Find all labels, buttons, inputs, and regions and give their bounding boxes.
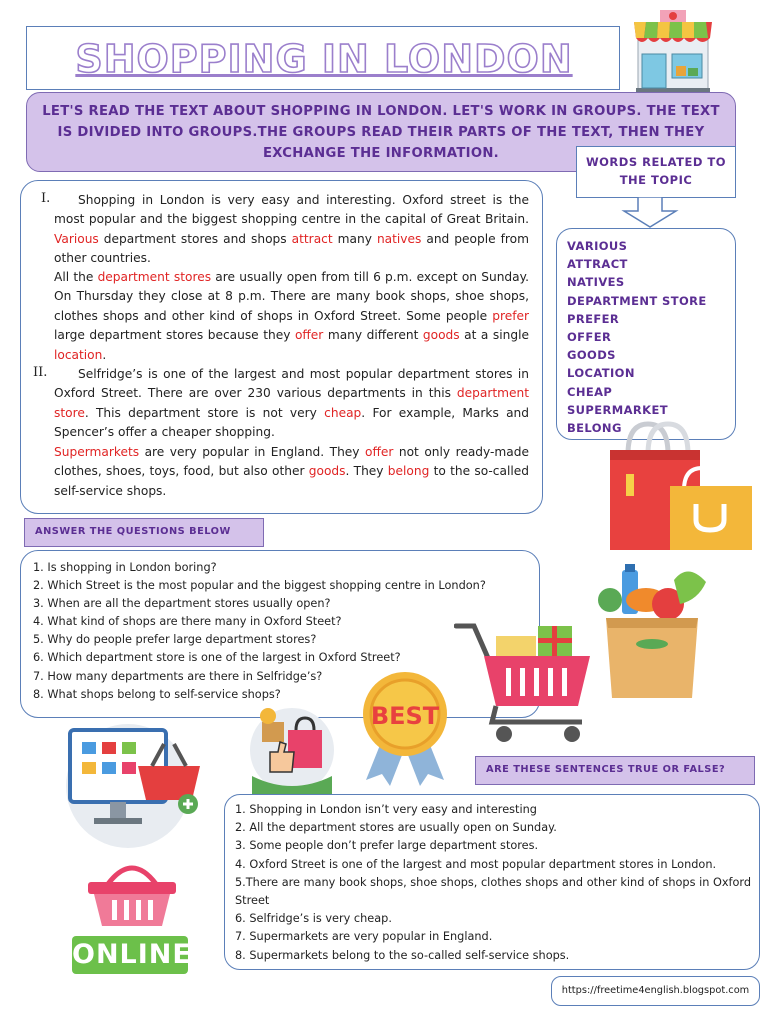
true-false-label: ARE THESE SENTENCES TRUE OR FALSE? xyxy=(475,756,755,785)
statement-item: 4. Oxford Street is one of the largest and most popular department stores in London. xyxy=(235,857,717,871)
website-url[interactable]: https://freetime4english.blogspot.com xyxy=(551,976,760,1006)
question-item: 8. What shops belong to self-service shops? xyxy=(33,687,281,701)
vocab-word: OFFER xyxy=(567,330,612,345)
statement-item: 8. Supermarkets belong to the so-called self-service shops. xyxy=(235,948,570,962)
paragraph-4: Supermarkets are very popular in England. They offer not only ready-made clothes, shoes, toys, food, but also other goods. They belong to the so-called self-service shops. xyxy=(54,445,530,498)
best-badge-text: BEST xyxy=(370,702,440,730)
vocab-word: PREFER xyxy=(567,311,620,326)
statement-item: 5.There are many book shops, shoe shops, clothes shops and other kind of shops in Oxford Street xyxy=(235,875,752,908)
true-false-box xyxy=(224,794,760,970)
question-item: 3. When are all the department stores usually open? xyxy=(33,597,331,611)
page-title: SHOPPING IN LONDON xyxy=(75,37,573,81)
question-item: 5. Why do people prefer large department stores? xyxy=(33,633,317,647)
vocab-word: NATIVES xyxy=(567,275,625,290)
words-related-title: WORDS RELATED TO THE TOPIC xyxy=(576,146,736,198)
statement-item: 7. Supermarkets are very popular in England. xyxy=(235,930,493,944)
question-item: 2. Which Street is the most popular and the biggest shopping centre in London? xyxy=(33,579,486,593)
vocab-word: CHEAP xyxy=(567,384,613,399)
question-item: 6. Which department store is one of the largest in Oxford Street? xyxy=(33,651,401,665)
answer-questions-label: ANSWER THE QUESTIONS BELOW xyxy=(24,518,264,547)
statement-item: 2. All the department stores are usually open on Sunday. xyxy=(235,821,557,835)
paragraph-1: Shopping in London is very easy and interesting. Oxford street is the most popular and the biggest shopping centre in the capital of Great Britain. Various department stores and shops attract many natives and people from other countries. xyxy=(54,193,529,266)
vocab-word: VARIOUS xyxy=(567,239,628,253)
best-badge-icon xyxy=(358,670,452,786)
instructions-banner: LET'S READ THE TEXT ABOUT SHOPPING IN LONDON. LET'S WORK IN GROUPS. THE TEXT IS DIVIDED INTO GROUPS.THE GROUPS READ THEIR PARTS OF THE TEXT, THEN THEY EXCHANGE THE INFORMATION. xyxy=(26,92,736,172)
vocab-word: GOODS xyxy=(567,348,616,363)
vocab-word: LOCATION xyxy=(567,366,635,381)
shop-icon xyxy=(632,8,714,94)
statement-item: 3. Some people don’t prefer large department stores. xyxy=(235,839,539,853)
question-item: 4. What kind of shops are there many in Oxford Steet? xyxy=(33,615,342,629)
vocab-word: SUPERMARKET xyxy=(567,402,668,417)
part-number: II. xyxy=(33,365,48,380)
part-number: I. xyxy=(41,191,51,206)
statement-item: 6. Selfridge’s is very cheap. xyxy=(235,912,392,926)
vocab-word: BELONG xyxy=(567,421,622,436)
question-item: 1. Is shopping in London boring? xyxy=(33,561,217,574)
shopping-bags-icon xyxy=(604,420,754,552)
shopping-cart-icon xyxy=(454,618,594,746)
vocabulary-list xyxy=(556,228,736,440)
online-shop-computer-icon xyxy=(60,722,204,850)
vocab-word: DEPARTMENT STORE xyxy=(567,293,707,308)
down-arrow-icon xyxy=(620,197,680,229)
grocery-bag-icon xyxy=(588,560,712,700)
question-item: 7. How many departments are there in Selfridge’s? xyxy=(33,669,323,683)
reading-text-box xyxy=(20,180,543,514)
vocab-word: ATTRACT xyxy=(567,257,628,272)
online-badge: ONLINE xyxy=(72,936,188,974)
statement-item: 1. Shopping in London isn’t very easy and interesting xyxy=(235,803,537,816)
paragraph-2: All the department stores are usually open from till 6 p.m. except on Sunday. On Thursday they close at 8 p.m. There are many book shops, shoe shops, clothes shops and other kind of shops in Oxford Street. Some people prefer large department stores because they offer many different goods at a single location. xyxy=(54,270,529,362)
paragraph-3: Selfridge’s is one of the largest and most popular department stores in Oxford Street. There are over 230 various departments in this department store. This department store is not very cheap. For example, Marks and Spencer’s offer a cheaper shopping. xyxy=(54,367,530,440)
shopping-basket-icon xyxy=(84,858,180,928)
title-box xyxy=(26,26,620,90)
thumbs-up-bag-icon xyxy=(248,706,336,794)
